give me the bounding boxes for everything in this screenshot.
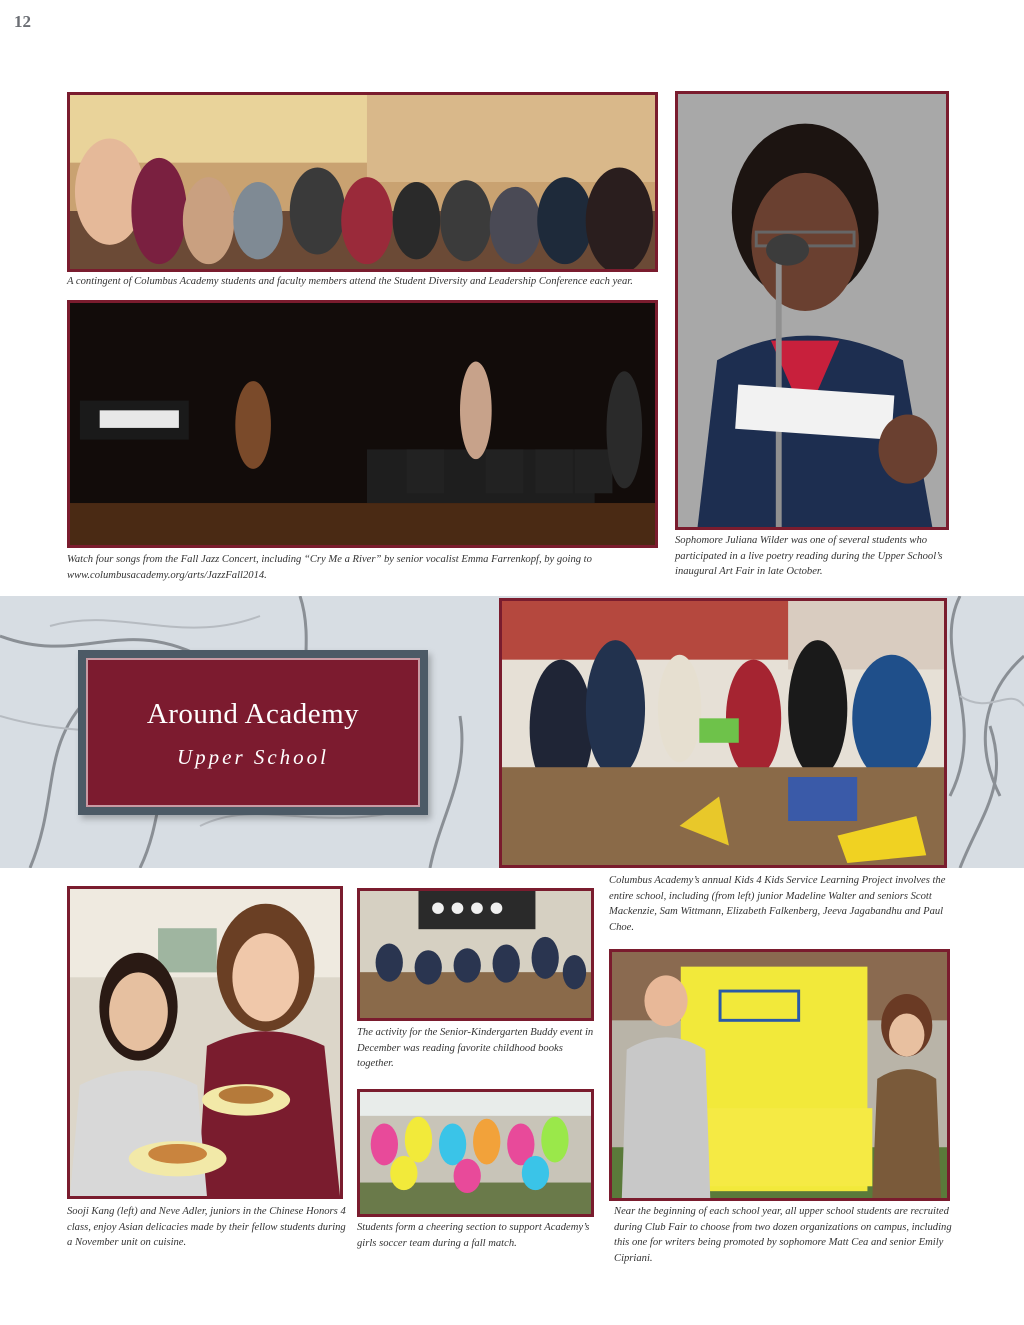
caption-soccer: Students form a cheering section to support Academy’s girls soccer team during a fall match. <box>357 1222 590 1249</box>
caption-clubfair: Near the beginning of each school year, all upper school students are recruited during Club Fair to choose from two dozen organizations on campus, including this one for writers being promoted by sophomore Matt Cea and senior Emily Cipriani. <box>614 1206 952 1264</box>
caption-conference: A contingent of Columbus Academy students and faculty members attend the Student Diversity and Leadership Conference each year. <box>67 276 633 287</box>
soccer-cheering-image <box>360 1092 591 1214</box>
caption-buddy: The activity for the Senior-Kindergarten Buddy event in December was reading favorite childhood books together. <box>357 1027 594 1069</box>
caption-jazz: Watch four songs from the Fall Jazz Concert, including “Cry Me a River” by senior vocalist Emma Farrenkopf, by going to www.columbusacademy.org/arts/JazzFall2014. <box>67 554 592 581</box>
caption-poetry: Sophomore Juliana Wilder was one of several students who participated in a live poetry reading during the Upper School’s inaugural Art Fair in late October. <box>675 535 943 577</box>
poetry-reading-image <box>678 94 946 527</box>
club-fair-image <box>612 952 947 1198</box>
caption-kids4kids: Columbus Academy’s annual Kids 4 Kids Service Learning Project involves the entire school, including (from left) junior Madeline Walter and seniors Scott Mackenzie, Sam Wittmann, Elizabeth Falkenberg, Jeeva Jagabandhu and Paul Choe. <box>609 875 946 933</box>
jazz-concert-image <box>70 303 655 545</box>
conference-image <box>70 95 655 269</box>
photo-kids4kids <box>499 598 947 868</box>
section-subtitle: Upper School <box>176 745 330 769</box>
caption-chinese: Sooji Kang (left) and Neve Adler, juniors in the Chinese Honors 4 class, enjoy Asian delicacies made by their fellow students during a November unit on cuisine. <box>67 1206 346 1248</box>
photo-conference <box>67 92 658 272</box>
section-title-panel <box>86 658 420 807</box>
photo-soccer-cheering <box>357 1089 594 1217</box>
photo-jazz-concert <box>67 300 658 548</box>
photo-chinese-class <box>67 886 343 1199</box>
page-number: 12 <box>14 12 31 31</box>
photo-club-fair <box>609 949 950 1201</box>
photo-poetry-reading <box>675 91 949 530</box>
section-title-box <box>78 650 428 815</box>
chinese-class-image <box>70 889 340 1196</box>
section-title: Around Academy <box>146 698 360 730</box>
kids4kids-image <box>502 601 944 865</box>
photo-buddy-event <box>357 888 594 1021</box>
buddy-event-image <box>360 891 591 1018</box>
